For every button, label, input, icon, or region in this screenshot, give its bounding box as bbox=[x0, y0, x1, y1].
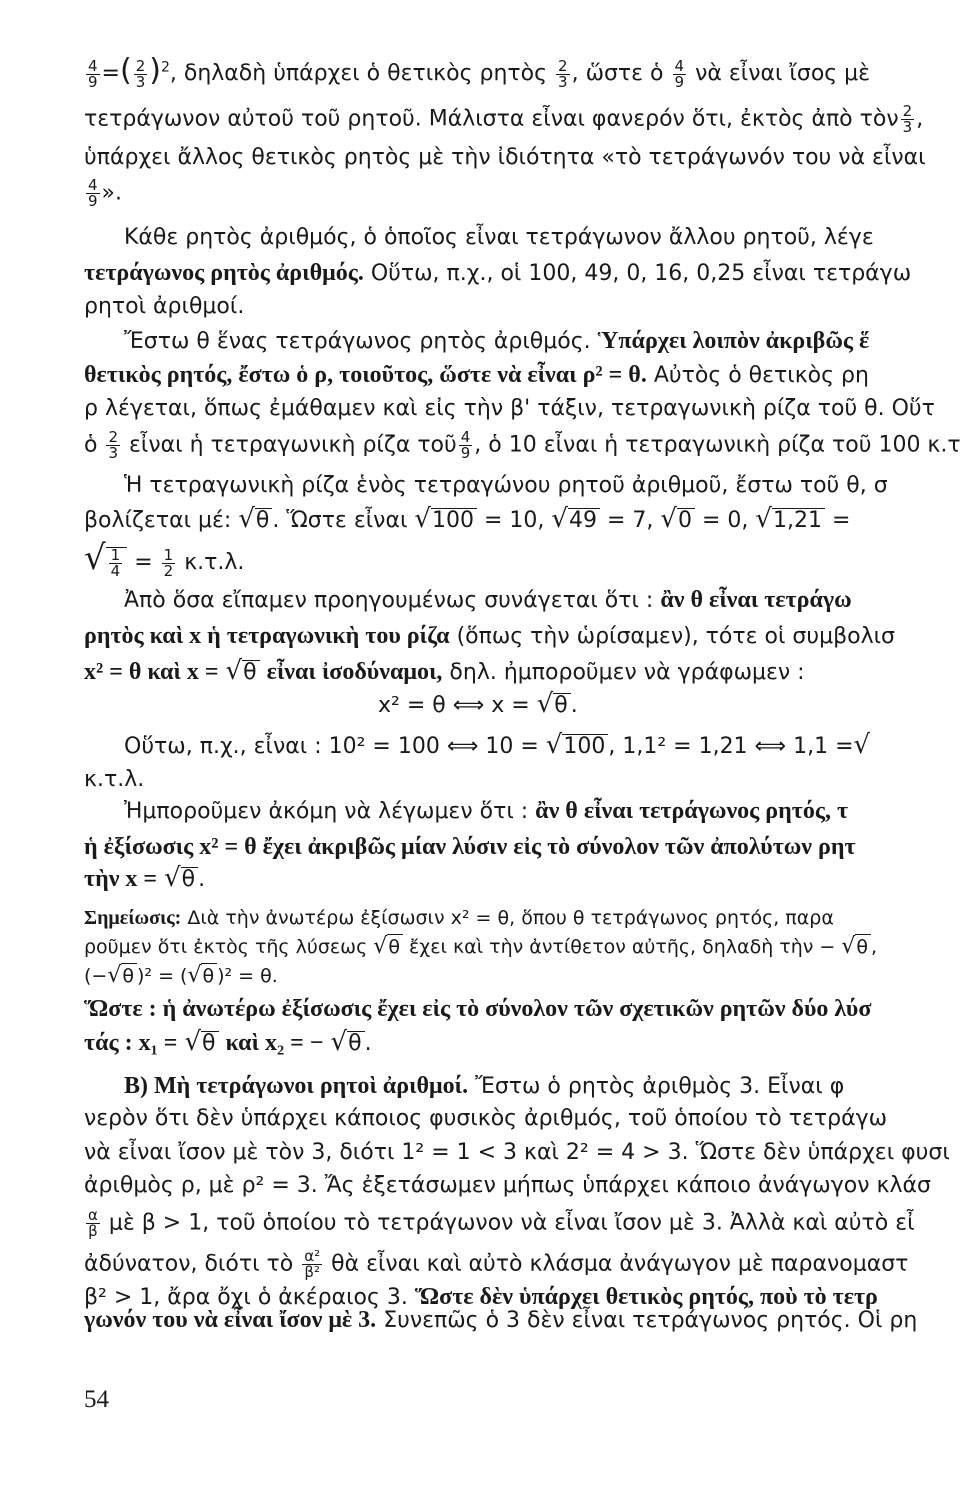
text-line: Οὕτω, π.χ., εἶναι : 10² = 100 ⟺ 10 = √100 , 1,1² = 1,21 ⟺ 1,1 =√ bbox=[124, 730, 871, 760]
text-line: $\frac{\alpha}{\beta}$ μὲ β > 1, τοῦ ὁποίου τὸ τετράγωνον νὰ εἶναι ἴσον μὲ 3. Ἀλλὰ καὶ αὐτὸ εἶ bbox=[88, 1206, 915, 1240]
text-line: τετράγωνον αὐτοῦ τοῦ ρητοῦ. Μάλιστα εἶναι φανερόν ὅτι, ἐκτὸς ἀπὸ τὸν $\frac{2}{3}$ , bbox=[84, 102, 924, 136]
text-line: γωνόν του νὰ εἶναι ἴσον μὲ 3. Συνεπῶς ὁ 3 δὲν εἶναι τετράγωνος ρητός. Οἱ ρη bbox=[84, 1307, 918, 1333]
fraction: $\frac{2}{3}$ bbox=[558, 56, 568, 91]
page-number: 54 bbox=[84, 1386, 109, 1413]
fraction: $\frac{4}{9}$ bbox=[460, 428, 471, 462]
section-heading: Β) Μὴ τετράγωνοι ρητοὶ ἀριθμοί. Ἔστω ὁ ρητὸς ἀριθμὸς 3. Εἶναι φ bbox=[124, 1073, 845, 1099]
text-line: τὴν x = √θ . bbox=[84, 863, 206, 893]
text-line: x² = θ καὶ x = √θ εἶναι ἰσοδύναμοι, δηλ. ἠμποροῦμεν νὰ γράφωμεν : bbox=[84, 656, 805, 686]
note-line: (−√θ )² = (√θ )² = θ. bbox=[84, 963, 278, 988]
fraction: $\frac{2}{3}$ bbox=[135, 56, 146, 91]
fraction: $\frac{1}{4}$ bbox=[110, 545, 121, 580]
text-line: νὰ εἶναι ἴσον μὲ τὸν 3, διότι 1² = 1 < 3 καὶ 2² = 4 > 3. Ὥστε δὲν ὑπάρχει φυσι bbox=[84, 1140, 950, 1165]
text-line: τάς : x₁ = √θ καὶ x₂ = − √θ . bbox=[84, 1027, 372, 1057]
text-line: $\frac{4}{9}$ =( $\frac{2}{3}$ )$^2$, δηλαδὴ ὑπάρχει ὁ θετικὸς ρητὸς $\frac{2}{3}$ , ὥστε ὁ $\frac{4}{9}$ νὰ εἶναι ἴσος μὲ bbox=[88, 53, 871, 91]
text-line: ρητὸς καὶ x ἡ τετραγωνικὴ του ρίζα (ὅπως τὴν ὡρίσαμεν), τότε οἱ συμβολισ bbox=[84, 623, 895, 649]
text-line: ἀδύνατον, διότι τὸ $\frac{\text{α²}}{\text{β²}}$ θὰ εἶναι καὶ αὐτὸ κλάσμα ἀνάγωγον μὲ παρανομαστ bbox=[84, 1247, 909, 1281]
text-line: τετράγωνος ρητὸς ἀριθμός. Οὕτω, π.χ., οἱ 100, 49, 0, 16, 0,25 εἶναι τετράγω bbox=[84, 260, 912, 286]
fraction: $\frac{1}{2}$ bbox=[163, 545, 174, 580]
fraction: $\frac{\text{α²}}{\text{β²}}$ bbox=[304, 1247, 321, 1281]
note-line: ροῦμεν ὅτι ἐκτὸς τῆς λύσεως √θ ἔχει καὶ τὴν ἀντίθετον αὐτῆς, δηλαδὴ τὴν − √θ , bbox=[84, 934, 878, 959]
text-line: Ἠμποροῦμεν ἀκόμη νὰ λέγωμεν ὅτι : ἂν θ εἶναι τετράγωνος ρητός, τ bbox=[124, 798, 849, 824]
fraction: $\frac{2}{3}$ bbox=[108, 428, 119, 462]
equation: x² = θ ⟺ x = √θ . bbox=[378, 689, 578, 719]
fraction: $\frac{\alpha}{\beta}$ bbox=[88, 1206, 98, 1240]
text-line: Ἀπὸ ὅσα εἴπαμεν προηγουμένως συνάγεται ὅτι : ἂν θ εἶναι τετράγω bbox=[124, 587, 852, 613]
text-line: ἀριθμὸς ρ, μὲ ρ² = 3. Ἄς ἐξετάσωμεν μήπως ὑπάρχει κάποιο ἀνάγωγον κλάσ bbox=[84, 1173, 931, 1198]
text-line: βολίζεται μέ: √θ . Ὥστε εἶναι √100 = 10, √49 = 7, √0 = 0, √1,21 = bbox=[84, 504, 851, 534]
text-line: ρ λέγεται, ὅπως ἐμάθαμεν καὶ εἰς τὴν β' τάξιν, τετραγωνικὴ ρίζα τοῦ θ. Οὕτ bbox=[84, 396, 935, 421]
fraction: $\frac{4}{9}$ bbox=[88, 56, 98, 91]
text-line: $\frac{4}{9}$ ». bbox=[88, 176, 122, 210]
text-line: Ἔστω θ ἕνας τετράγωνος ρητὸς ἀριθμός. Ὑπάρχει λοιπὸν ἀκριβῶς ἕ bbox=[124, 328, 870, 354]
text-line: ὑπάρχει ἄλλος θετικὸς ρητὸς μὲ τὴν ἰδιότητα «τὸ τετράγωνόν του νὰ εἶναι bbox=[84, 145, 926, 170]
text-line: β² > 1, ἄρα ὄχι ὁ ἀκέραιος 3. Ὥστε δὲν ὑπάρχει θετικὸς ρητός, ποὺ τὸ τετρ bbox=[84, 1284, 878, 1310]
text-line: Κάθε ρητὸς ἀριθμός, ὁ ὁποῖος εἶναι τετράγωνον ἄλλου ρητοῦ, λέγε bbox=[124, 225, 874, 250]
text-line: ρητοὶ ἀριθμοί. bbox=[84, 294, 245, 319]
text-line: ἡ ἐξίσωσις x² = θ ἔχει ἀκριβῶς μίαν λύσιν εἰς τὸ σύνολον τῶν ἀπολύτων ρητ bbox=[84, 834, 856, 860]
text-line: √ $\frac{1}{4}$ = $\frac{1}{2}$ κ.τ.λ. bbox=[84, 538, 245, 580]
fraction: $\frac{4}{9}$ bbox=[88, 176, 98, 210]
text-line: θετικὸς ρητός, ἔστω ὁ ρ, τοιοῦτος, ὥστε νὰ εἶναι ρ² = θ. Αὐτὸς ὁ θετικὸς ρη bbox=[84, 362, 869, 388]
text-line: κ.τ.λ. bbox=[84, 767, 145, 792]
fraction: $\frac{2}{3}$ bbox=[902, 102, 913, 136]
note-line: Σημείωσις: Διὰ τὴν ἀνωτέρω ἐξίσωσιν x² = θ, ὅπου θ τετράγωνος ρητός, παρα bbox=[84, 907, 834, 929]
text-line: Ἡ τετραγωνικὴ ρίζα ἑνὸς τετραγώνου ρητοῦ ἀριθμοῦ, ἔστω τοῦ θ, σ bbox=[124, 473, 888, 498]
text-line: ὁ $\frac{2}{3}$ εἶναι ἡ τετραγωνικὴ ρίζα τοῦ $\frac{4}{9}$ , ὁ 10 εἶναι ἡ τετραγωνικὴ ρίζα τοῦ 100 κ.τ bbox=[84, 428, 961, 462]
text-line: νερὸν ὅτι δὲν ὑπάρχει κάποιος φυσικὸς ἀριθμός, τοῦ ὁποίου τὸ τετράγω bbox=[84, 1106, 888, 1131]
text-line: Ὥστε : ἡ ἀνωτέρω ἐξίσωσις ἔχει εἰς τὸ σύνολον τῶν σχετικῶν ρητῶν δύο λύσ bbox=[84, 996, 872, 1022]
fraction: $\frac{4}{9}$ bbox=[674, 56, 685, 91]
